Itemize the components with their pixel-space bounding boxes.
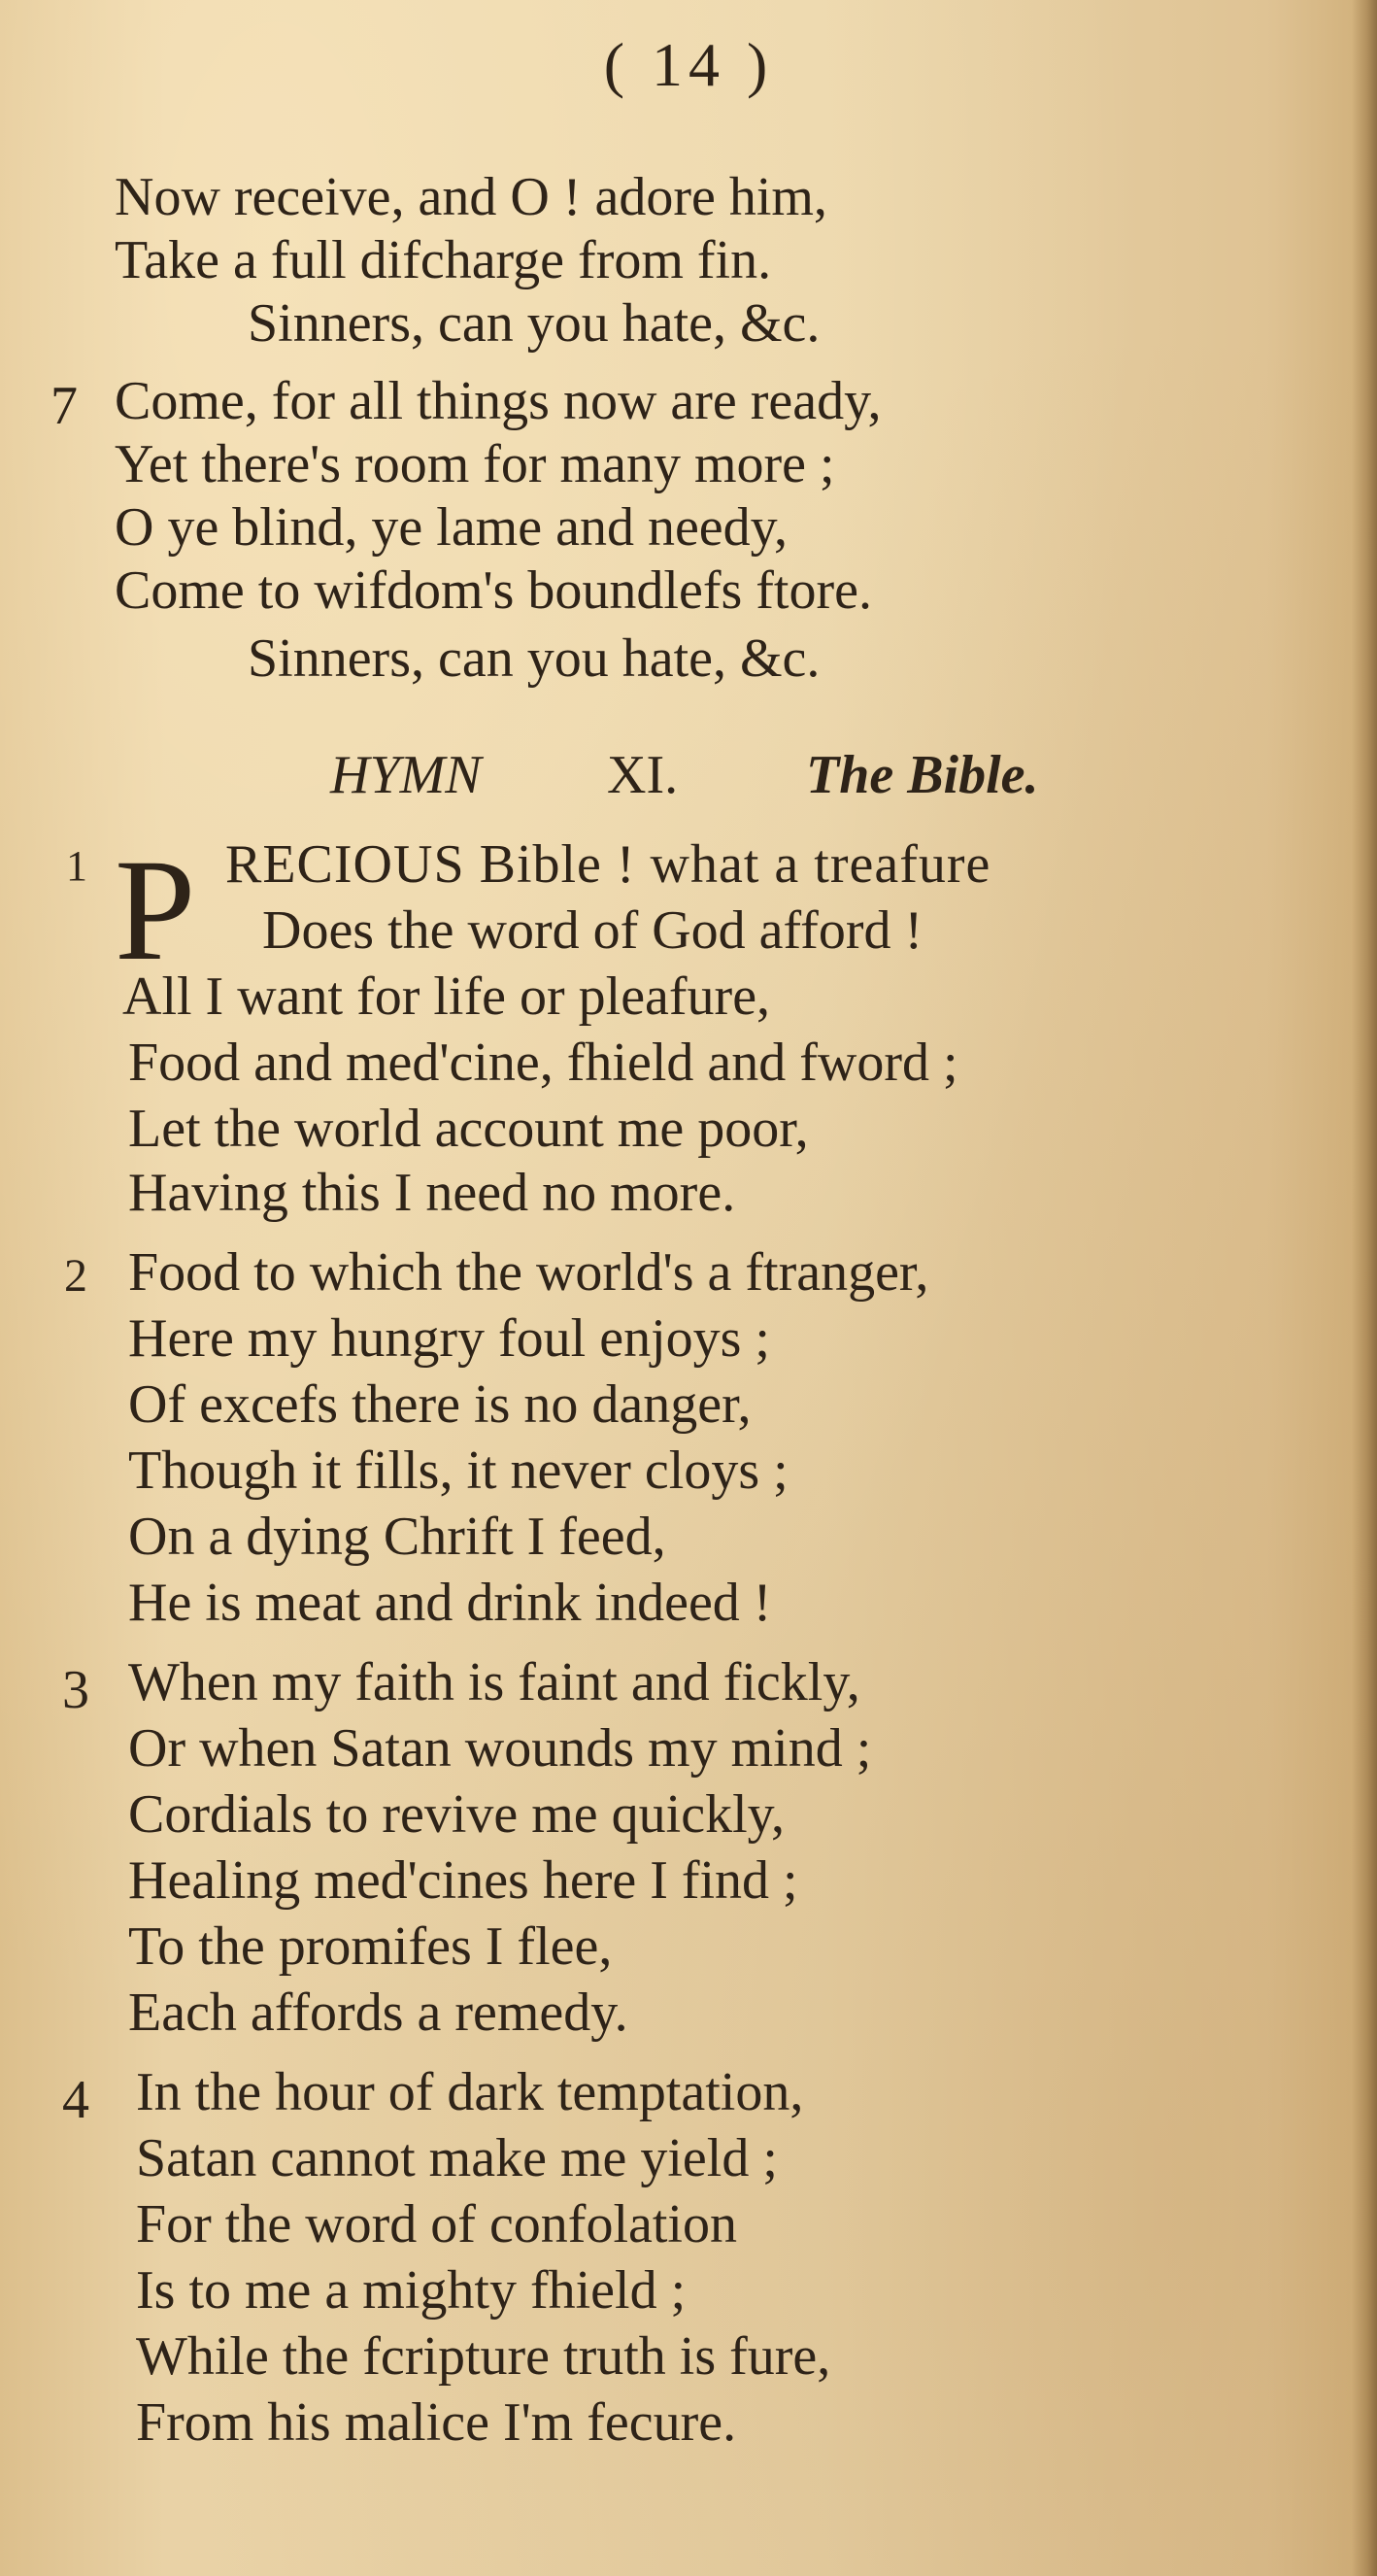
stanza-line: Is to me a mighty fhield ; (136, 2260, 687, 2321)
hymn-subject: The Bible. (806, 745, 1039, 805)
stanza-number: 3 (62, 1660, 89, 1720)
stanza-line: In the hour of dark temptation, (136, 2062, 804, 2122)
verse-line: Come to wifdom's boundlefs ftore. (115, 560, 872, 621)
verse-refrain: Sinners, can you hate, &c. (248, 628, 821, 689)
page-number: ( 14 ) (603, 30, 774, 99)
stanza-line: Each affords a remedy. (128, 1983, 628, 2043)
verse-line: O ye blind, ye lame and needy, (115, 497, 789, 558)
stanza-line: Or when Satan wounds my mind ; (128, 1718, 872, 1779)
stanza-line: He is meat and drink indeed ! (128, 1573, 772, 1633)
stanza-line: Of excefs there is no danger, (128, 1374, 752, 1435)
hymn-label: HYMN (330, 745, 482, 805)
stanza-number: 2 (64, 1250, 87, 1302)
stanza-line: While the fcripture truth is fure, (136, 2326, 831, 2387)
stanza-line: For the word of confolation (136, 2194, 737, 2254)
drop-cap: P (115, 830, 196, 991)
stanza-line: All I want for life or pleafure, (122, 966, 771, 1027)
stanza-line: Satan cannot make me yield ; (136, 2128, 778, 2188)
stanza-line: RECIOUS Bible ! what a treafure (225, 834, 991, 895)
stanza-line: When my faith is faint and fickly, (128, 1652, 860, 1712)
verse-line: Come, for all things now are ready, (115, 371, 882, 431)
stanza-line: From his malice I'm fecure. (136, 2392, 737, 2453)
continuation-line: Now receive, and O ! adore him, (115, 167, 827, 227)
continuation-refrain: Sinners, can you hate, &c. (248, 293, 821, 354)
stanza-line: Healing med'cines here I find ; (128, 1850, 798, 1911)
verse-line: Yet there's room for many more ; (115, 434, 835, 494)
stanza-number: 4 (62, 2070, 89, 2130)
stanza-line: Here my hungry foul enjoys ; (128, 1308, 770, 1369)
stanza-line: Cordials to revive me quickly, (128, 1784, 785, 1845)
stanza-line: Let the world account me poor, (128, 1099, 809, 1159)
stanza-line: Food to which the world's a ftranger, (128, 1242, 929, 1303)
page-edge-shadow (1352, 0, 1377, 2576)
stanza-line: Food and med'cine, fhield and fword ; (128, 1033, 958, 1093)
verse-number: 7 (50, 376, 78, 436)
hymn-numeral: XI. (607, 745, 679, 805)
stanza-line: On a dying Chrift I feed, (128, 1507, 666, 1567)
stanza-line: To the promifes I flee, (128, 1916, 613, 1977)
stanza-line: Does the word of God afford ! (262, 900, 924, 961)
stanza-number: 1 (66, 842, 87, 890)
stanza-line: Though it fills, it never cloys ; (128, 1441, 789, 1501)
continuation-line: Take a full difcharge from fin. (115, 230, 772, 290)
stanza-line: Having this I need no more. (128, 1163, 736, 1223)
